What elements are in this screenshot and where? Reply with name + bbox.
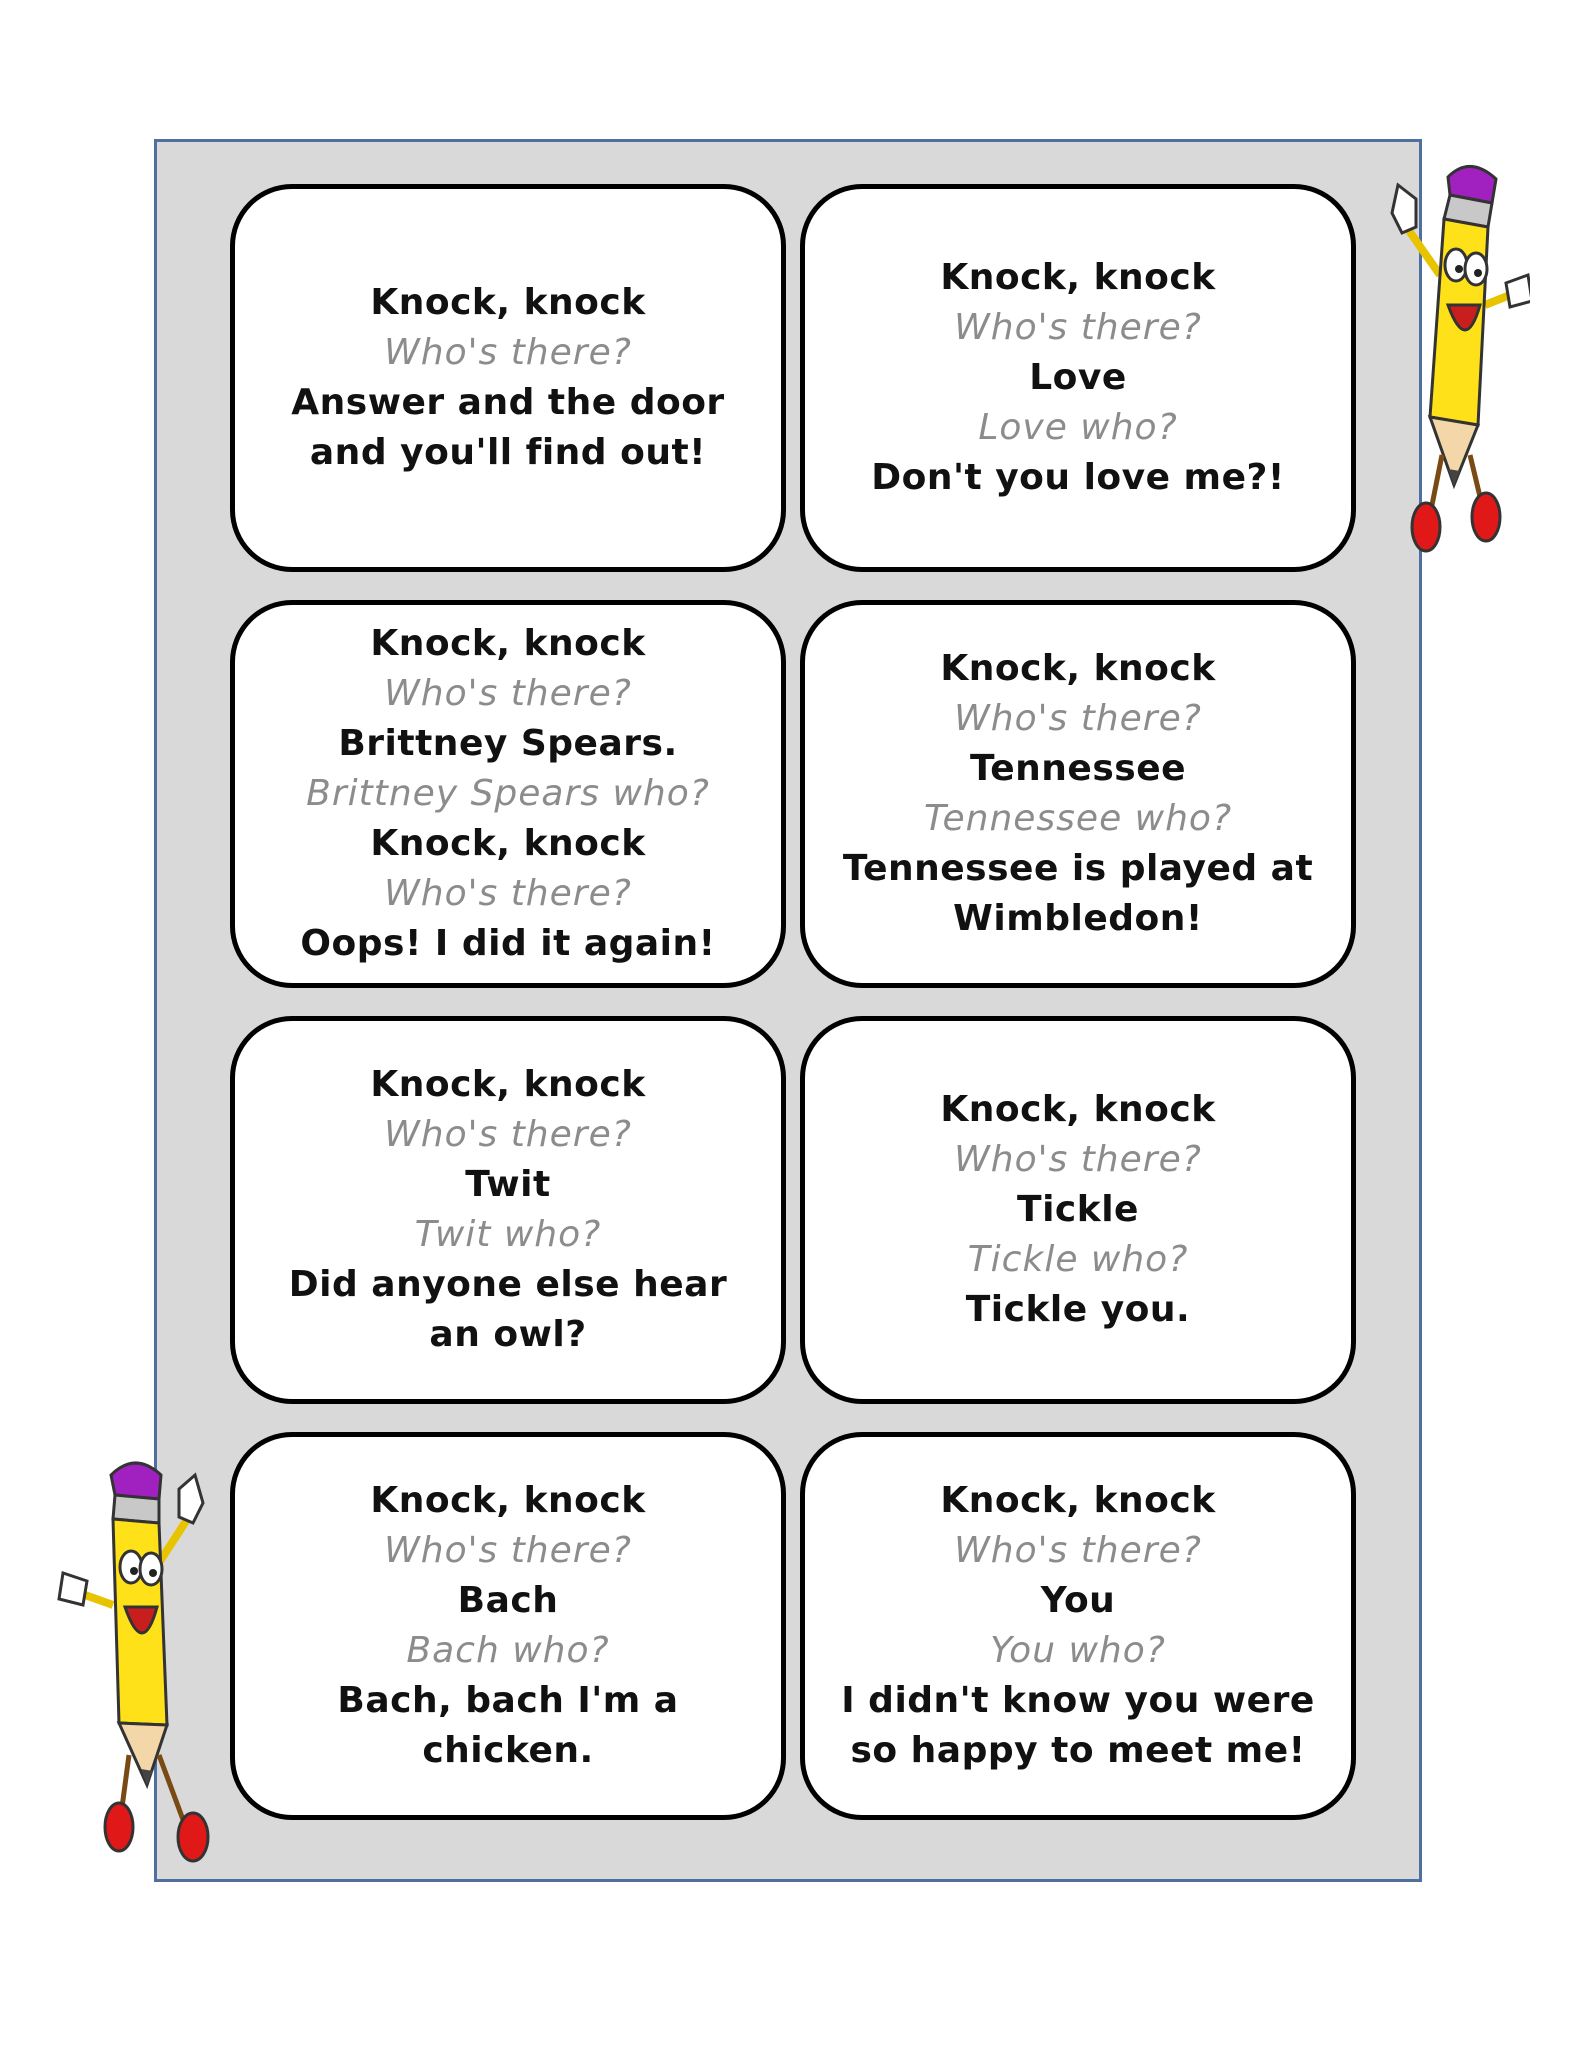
joke-line: Tennessee (969, 748, 1187, 789)
joke-card (230, 184, 786, 572)
joke-line: Who's there? (384, 873, 632, 914)
joke-line: I didn't know you were (841, 1680, 1315, 1721)
joke-line: Knock, knock (940, 648, 1216, 689)
joke-line: Bach, bach I'm a (337, 1680, 679, 1721)
joke-line: Who's there? (954, 1139, 1202, 1180)
pencil-mascot-icon (1370, 155, 1530, 575)
joke-line: Knock, knock (370, 282, 646, 323)
joke-line: an owl? (429, 1314, 587, 1355)
joke-card (230, 1016, 786, 1404)
joke-line: Love (1029, 357, 1127, 398)
joke-line: Who's there? (954, 307, 1202, 348)
joke-line: Who's there? (954, 1530, 1202, 1571)
joke-line: Tickle who? (967, 1239, 1189, 1280)
joke-card (230, 1432, 786, 1820)
joke-line: Who's there? (384, 1530, 632, 1571)
joke-line: Bach who? (406, 1630, 610, 1671)
joke-line: chicken. (422, 1730, 594, 1771)
joke-card (230, 600, 786, 988)
joke-card (800, 1432, 1356, 1820)
joke-line: Knock, knock (370, 623, 646, 664)
joke-line: and you'll find out! (309, 432, 707, 473)
joke-line: Don't you love me?! (871, 457, 1285, 498)
joke-line: Who's there? (384, 1114, 632, 1155)
joke-line: Knock, knock (370, 1480, 646, 1521)
joke-line: Tennessee is played at (842, 848, 1314, 889)
joke-line: Knock, knock (370, 823, 646, 864)
joke-line: You who? (990, 1630, 1166, 1671)
joke-line: Tickle you. (965, 1289, 1191, 1330)
joke-line: so happy to meet me! (850, 1730, 1306, 1771)
joke-line: Knock, knock (940, 1480, 1216, 1521)
joke-line: Answer and the door (291, 382, 725, 423)
joke-card (800, 1016, 1356, 1404)
joke-line: Tennessee who? (923, 798, 1233, 839)
joke-line: Who's there? (954, 698, 1202, 739)
joke-line: Bach (457, 1580, 559, 1621)
joke-line: Brittney Spears who? (306, 773, 710, 814)
pencil-mascot-icon (55, 1445, 225, 1865)
joke-line: Brittney Spears. (338, 723, 678, 764)
joke-line: You (1040, 1580, 1116, 1621)
joke-card (800, 184, 1356, 572)
joke-line: Love who? (978, 407, 1178, 448)
joke-line: Wimbledon! (953, 898, 1203, 939)
joke-line: Oops! I did it again! (300, 923, 716, 964)
joke-line: Twit who? (414, 1214, 602, 1255)
joke-line: Twit (465, 1164, 551, 1205)
joke-line: Who's there? (384, 332, 632, 373)
joke-line: Did anyone else hear (288, 1264, 728, 1305)
joke-card (800, 600, 1356, 988)
joke-line: Knock, knock (940, 257, 1216, 298)
joke-line: Knock, knock (940, 1089, 1216, 1130)
joke-line: Who's there? (384, 673, 632, 714)
joke-line: Tickle (1017, 1189, 1139, 1230)
joke-line: Knock, knock (370, 1064, 646, 1105)
